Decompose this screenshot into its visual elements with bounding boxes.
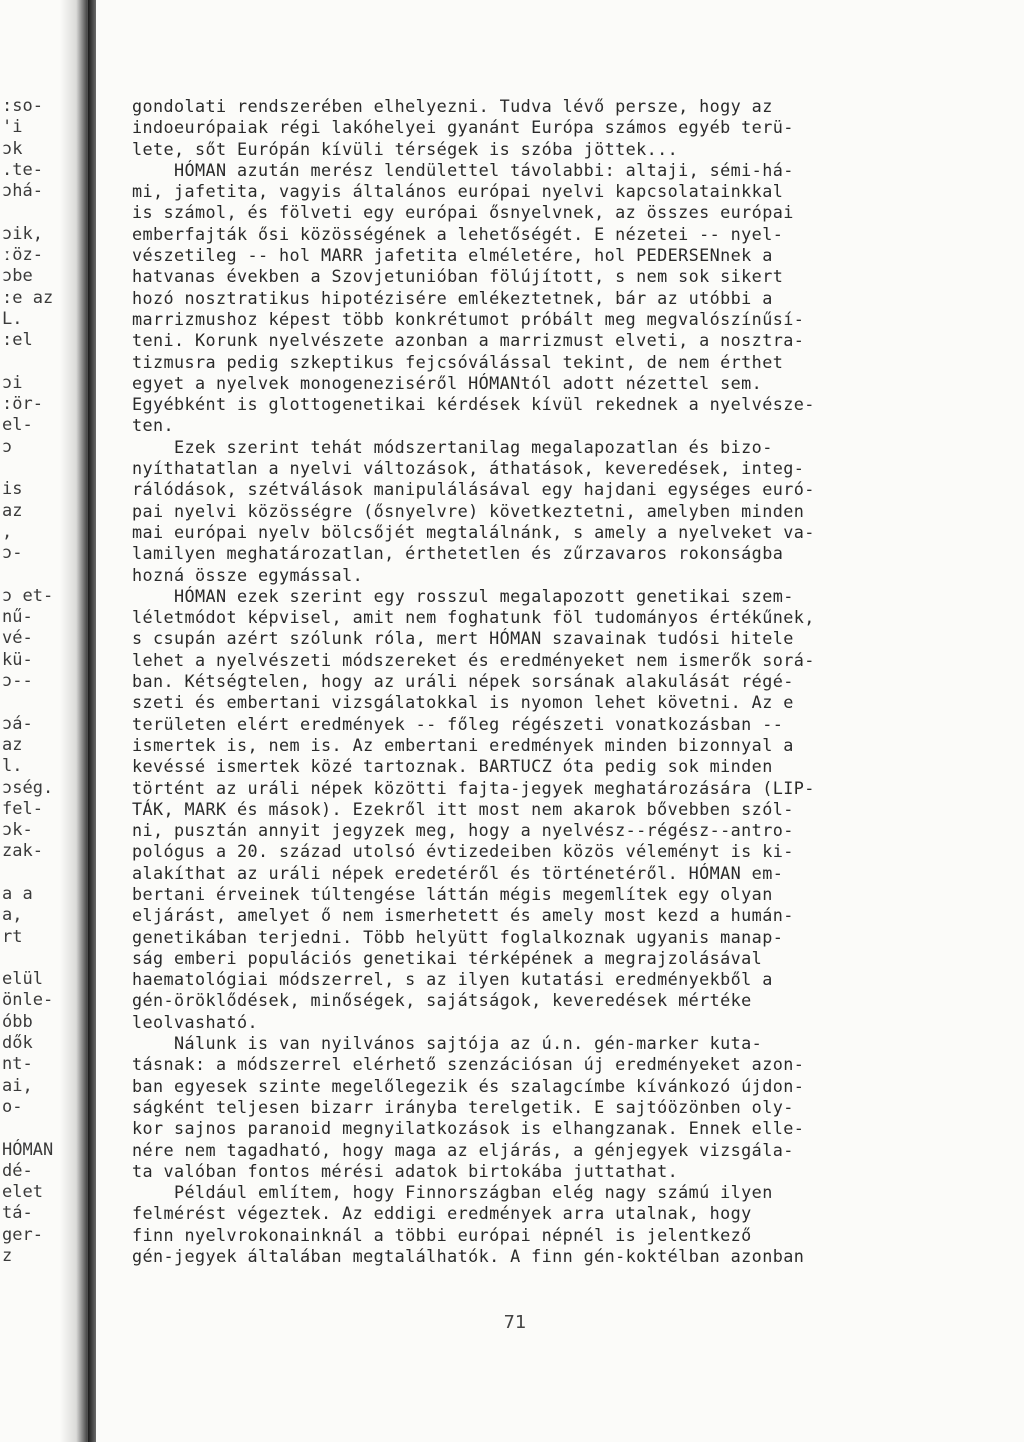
text-line: gén-öröklődések, minőségek, sajátságok, keveredések mértéke [132,990,752,1011]
text-line: hozó nosztratikus hipotézisére emlékeztetnek, bár az utóbbi a [132,287,773,308]
fragment-line: ɔi [2,372,23,393]
fragment-line: ːöz- [2,245,43,266]
fragment-line: z [2,1246,13,1267]
text-line: genetikában terjedni. Több helyütt foglalkoznak ugyanis manap- [132,926,784,947]
fragment-line: ger- [2,1224,43,1245]
text-line: leolvasható. [132,1011,259,1032]
text-line: nére nem tagadható, hogy maga az eljárás, a génjegyek vizsgála- [132,1139,794,1160]
body-text [132,96,932,1267]
text-line: ság emberi populációs genetikai térképének a megrajzolásával [132,947,763,968]
text-line: alakíthat az uráli népek eredetéről és történetéről. HÓMAN em- [132,862,784,883]
text-line: ban. Kétségtelen, hogy az uráli népek sorsának alakulását régé- [132,671,794,692]
text-line: HÓMAN azután merész lendülettel távolabbi: altaji, sémi-há- [132,159,794,180]
text-line: gén-jegyek általában megtalálhatók. A finn gén-koktélban azonban [132,1246,805,1267]
fragment-line: is [2,479,23,500]
fragment-line: zak- [2,841,43,862]
fragment-line: dők [2,1033,33,1054]
text-line: HÓMAN ezek szerint egy rosszul megalapozott genetikai szem- [132,585,794,606]
text-line: pológus a 20. század utolsó évtizedeiben közös véleményt is ki- [132,841,794,862]
page-number: 71 [503,1312,527,1333]
fragment-line: elül [2,969,43,990]
text-line: ismertek is, nem is. Az embertani eredmények minden bizonnyal a [132,734,794,755]
text-line: tásnak: a módszerrel elérhető szenzációsan új eredményeket azon- [132,1054,805,1075]
fragment-line: :ör- [2,394,43,415]
fragment-line: az [2,734,23,755]
text-line: ta valóban fontos mérési adatok birtokába juttathat. [132,1160,679,1181]
fragment-line [2,352,68,373]
fragment-line: óbb [2,1011,33,1032]
fragment-line: ɔk [2,138,23,159]
text-line: gondolati rendszerében elhelyezni. Tudva lévő persze, hogy az [132,96,773,116]
fragment-line: , [2,521,13,542]
fragment-line: :so- [2,96,43,116]
fragment-line: ɔbe [2,266,33,287]
text-line: léletmódot képvisel, amit nem foghatunk föl tudományos értékűnek, [132,607,815,628]
fragment-line: 'i [2,117,23,138]
text-line: vészetileg -- hol MARR jafetita elméletére, hol PEDERSENnek a [132,245,773,266]
fragment-line: ɔ [2,436,13,457]
fragment-line: elet [2,1182,43,1203]
text-line: lete, sőt Európán kívüli térségek is szóba jöttek... [132,138,679,159]
fragment-line: a, [2,905,23,926]
text-line: s csupán azért szólunk róla, mert HÓMAN szavainak tudósi hitele [132,628,794,649]
fragment-line: el- [2,415,33,436]
fragment-line: ɔség. [2,777,54,798]
text-line: kevéssé ismertek közé tartoznak. BARTUCZ óta pedig sok minden [132,756,773,777]
text-line: mai európai nyelv bölcsőjét megtalálnánk, s amely a nyelveket va- [132,521,815,542]
fragment-line [2,948,68,969]
text-line: teni. Korunk nyelvészete azonban a marrizmust elveti, a nosztra- [132,330,805,351]
fragment-line [2,202,68,223]
text-line: ságként teljesen bizarr irányba terelgetik. E sajtóözönben oly- [132,1096,794,1117]
fragment-line: nű- [2,607,33,628]
fragment-line: kü- [2,649,33,670]
text-line: területen elért eredmények -- főleg régészeti vonatkozásban -- [132,713,784,734]
fragment-line: :e az [2,287,54,308]
text-line: haematológiai módszerrel, s az ilyen kutatási eredményekből a [132,969,773,990]
text-line: ban egyesek szinte megelőlegezik és szalagcímbe kívánkozó újdon- [132,1075,805,1096]
text-line: történt az uráli népek közötti fajta-jegyek meghatározására (LIP- [132,777,815,798]
fragment-line: tá- [2,1203,33,1224]
fragment-line: nt- [2,1054,33,1075]
text-line: finn nyelvrokonainknál a többi európai népnél is jelentkező [132,1224,752,1245]
text-line: ten. [132,415,175,436]
text-line: Nálunk is van nyilvános sajtója az ú.n. gén-marker kuta- [132,1033,763,1054]
text-line: pai nyelvi közösségre (ősnyelvre) következtetni, amelyben minden [132,500,805,521]
text-line: rálódások, szétválások manipulálásával egy hajdani egységes euró- [132,479,815,500]
fragment-line [2,458,68,479]
fragment-line: fel- [2,798,43,819]
text-line: lamilyen meghatározatlan, érthetetlen és zűrzavaros rokonságba [132,543,784,564]
fragment-line: ɔá- [2,713,33,734]
text-line: emberfajták ősi közösségének a lehetőségét. E nézetei -- nyel- [132,223,784,244]
text-line: kor sajnos paranoid megnyilatkozások is elhangzanak. Ennek elle- [132,1118,805,1139]
fragment-line: önle- [2,990,54,1011]
text-line: marrizmushoz képest több konkrétumot próbált meg megvalószínűsí- [132,308,805,329]
text-line: Ezek szerint tehát módszertanilag megalapozatlan és bizo- [132,436,773,457]
fragment-line: ɔhá- [2,181,43,202]
fragment-line: o- [2,1096,23,1117]
fragment-line: vé- [2,628,33,649]
fragment-line: a a [2,883,33,904]
fragment-line: ɔ et- [2,585,54,606]
fragment-line: ɔ- [2,543,23,564]
text-line: eljárást, amelyet ő nem ismerhetett és amely most kezd a humán- [132,905,794,926]
book-gutter-edge [88,0,96,1442]
text-line: nyíthatatlan a nyelvi változások, áthatások, keveredések, integ- [132,458,805,479]
text-line: hatvanas években a Szovjetunióban fölújított, s nem sok sikert [132,266,784,287]
adjacent-page-fragments [2,96,68,1267]
text-line: lehet a nyelvészeti módszereket és eredményeket nem ismerők sorá- [132,649,815,670]
text-line: bertani érveinek túltengése láttán mégis megemlítek egy olyan [132,883,773,904]
fragment-line: ai, [2,1075,33,1096]
fragment-line: ɔik, [2,223,43,244]
text-line: ni, pusztán annyit jegyzek meg, hogy a nyelvész--régész--antro- [132,820,794,841]
text-line: Például említem, hogy Finnországban elég nagy számú ilyen [132,1182,773,1203]
text-line: hozná össze egymással. [132,564,364,585]
fragment-line: L. [2,308,23,329]
text-line: tizmusra pedig szkeptikus fejcsóválással tekint, de nem érthet [132,351,784,372]
fragment-line [2,1118,68,1139]
fragment-line: l. [2,756,23,777]
text-line: is számol, és fölveti egy európai ősnyelvnek, az összes európai [132,202,794,223]
text-line: indoeurópaiak régi lakóhelyei gyanánt Európa számos egyéb terü- [132,117,794,138]
fragment-line: ɔ-- [2,671,33,692]
fragment-line: ɔk- [2,820,33,841]
text-line: felmérést végeztek. Az eddigi eredmények arra utalnak, hogy [132,1203,752,1224]
fragment-line: .te- [2,159,43,180]
fragment-line: :el [2,330,33,351]
fragment-line [2,565,68,586]
fragment-line: rt [2,926,23,947]
fragment-line [2,863,68,884]
text-line: TÁK, MARK és mások). Ezekről itt most nem akarok bővebben szól- [132,798,794,819]
text-line: mi, jafetita, vagyis általános európai nyelvi kapcsolatainkkal [132,181,784,202]
fragment-line: dé- [2,1160,33,1181]
text-line: egyet a nyelvek monogeneziséről HÓMANtól adott nézettel sem. [132,372,763,393]
fragment-line: az [2,500,23,521]
fragment-line [2,692,68,713]
text-line: Egyébként is glottogenetikai kérdések kívül rekednek a nyelvésze- [132,394,815,415]
text-line: szeti és embertani vizsgálatokkal is nyomon lehet követni. Az e [132,692,794,713]
fragment-line: HÓMAN [2,1139,54,1160]
